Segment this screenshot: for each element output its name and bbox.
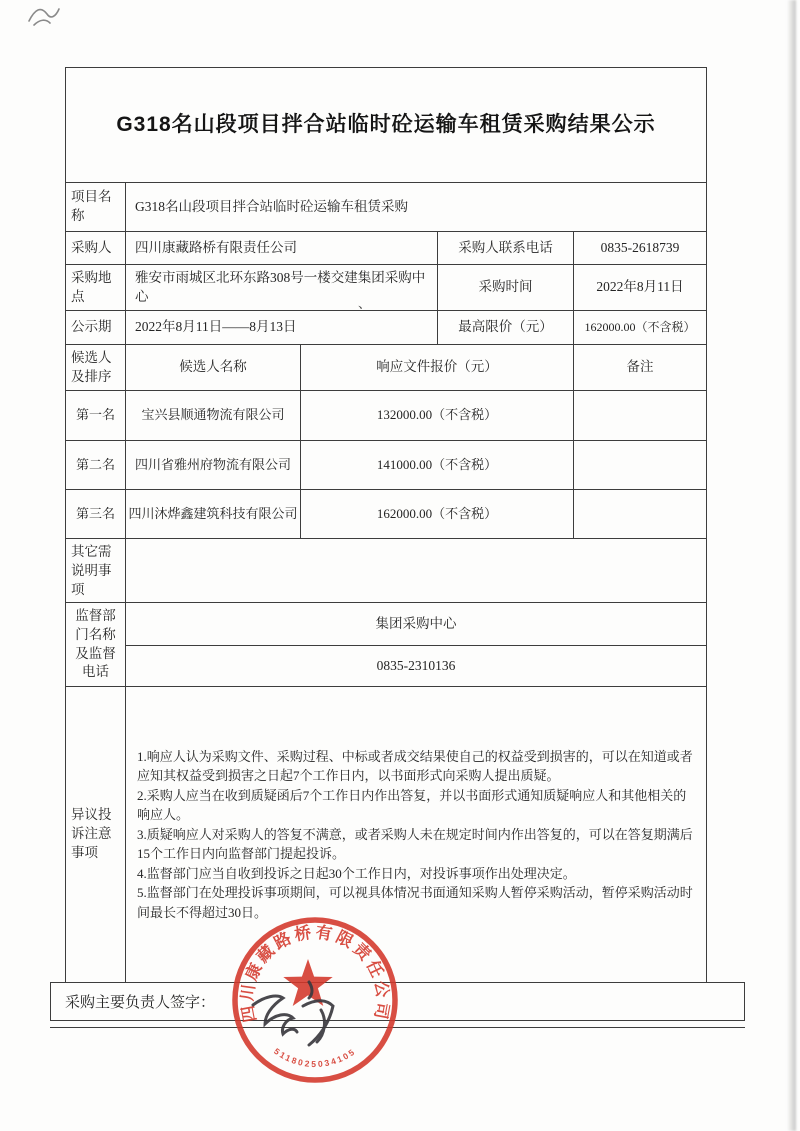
other-notes-row [66,539,707,603]
project-row [66,183,707,232]
candidate-rank: 第二名 [66,441,126,490]
location-label: 采购地点 [66,265,126,311]
page-title: G318名山段项目拌合站临时砼运输车租赁采购结果公示 [116,113,656,137]
objection-item: 4.监督部门应当自收到投诉之日起30个工作日内，对投诉事项作出处理决定。 [137,865,576,881]
time-label: 采购时间 [438,265,574,311]
candidate-rank: 第三名 [66,490,126,539]
candidate-name: 四川沐烨鑫建筑科技有限公司 [126,490,301,539]
project-value: G318名山段项目拌合站临时砼运输车租赁采购 [126,183,707,232]
table-row [66,490,707,539]
candidate-price: 162000.00（不含税） [301,490,574,539]
publicity-label: 公示期 [66,311,126,345]
candidates-price-header: 响应文件报价（元） [301,345,574,391]
time-value: 2022年8月11日 [574,265,707,311]
purchaser-label: 采购人 [66,232,126,265]
supervision-phone: 0835-2310136 [126,646,707,687]
candidate-rank: 第一名 [66,391,126,441]
candidates-rank-header: 候选人及排序 [66,345,126,391]
purchaser-row [66,232,707,265]
supervision-row [66,603,707,687]
location-row [66,265,707,311]
seal-company-arc-text [237,921,392,1023]
handwritten-signature [253,982,333,1045]
table-row [66,441,707,490]
candidate-name: 宝兴县顺通物流有限公司 [126,391,301,441]
candidate-name: 四川省雅州府物流有限公司 [126,441,301,490]
objection-item: 5.监督部门在处理投诉事项期间，可以视具体情况书面通知采购人暂停采购活动，暂停采购活动时间最长不得超过30日。 [137,885,693,920]
objection-label: 异议投诉注意事项 [66,687,126,983]
candidate-price: 132000.00（不含税） [301,391,574,441]
candidate-price: 141000.00（不含税） [301,441,574,490]
max-price-label: 最高限价（元） [438,311,574,345]
other-notes-value [126,539,707,603]
signature-label: 采购主要负责人签字： [65,995,216,1011]
candidate-remark [574,490,707,539]
purchaser-value: 四川康藏路桥有限责任公司 [126,232,438,265]
candidate-remark [574,391,707,441]
location-value: 雅安市雨城区北环东路308号一楼交建集团采购中心 [126,265,438,311]
pen-scribble-mark [26,3,66,33]
company-seal [225,910,405,1090]
seal-company-text: 四川康藏路桥有限责任公司 [237,922,393,1024]
announcement-table [65,67,707,983]
candidates-header-row [66,345,707,391]
supervision-label: 监督部门名称及监督电话 [66,603,126,687]
pen-tick-mark: 、 [358,296,372,311]
supervision-department: 集团采购中心 [126,603,707,646]
publicity-row [66,311,707,345]
objection-item: 1.响应人认为采购文件、采购过程、中标或者成交结果使自己的权益受到损害的，可以在知道或者应知其权益受到损害之日起7个工作日内，以书面形式向采购人提出质疑。 [137,748,693,784]
table-row [66,391,707,441]
candidates-remark-header: 备注 [574,345,707,391]
title-row [66,68,707,183]
contact-value: 0835-2618739 [574,232,707,265]
supervision-values [126,603,707,687]
contact-label: 采购人联系电话 [438,232,574,265]
seal-number-arc-text [272,1046,358,1069]
objection-item: 2.采购人应当在收到质疑函后7个工作日内作出答复，并以书面形式通知质疑响应人和其他相关的响应人。 [137,787,687,823]
candidate-remark [574,441,707,490]
title-cell [66,68,707,183]
scan-edge-shadow [787,0,796,1131]
seal-number-text: 5118025034105 [272,1046,358,1069]
objection-content [126,687,707,983]
objection-item: 3.质疑响应人对采购人的答复不满意，或者采购人未在规定时间内作出答复的，可以在答复期满后15个工作日内向监督部门提起投诉。 [137,826,693,862]
max-price-value: 162000.00（不含税） [574,311,707,345]
candidates-name-header: 候选人名称 [126,345,301,391]
publicity-value: 2022年8月11日——8月13日 [126,311,438,345]
other-notes-label: 其它需说明事项 [66,539,126,603]
project-label: 项目名称 [66,183,126,232]
